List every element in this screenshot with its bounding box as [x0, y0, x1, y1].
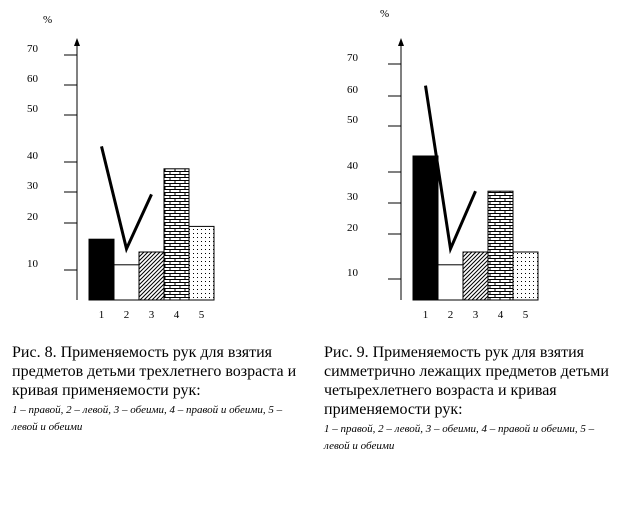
y-tick-label: 20 [347, 222, 358, 234]
y-tick-label: 50 [27, 103, 38, 115]
x-tick-label: 2 [447, 309, 454, 321]
bar [139, 252, 164, 300]
y-axis-arrow-icon [398, 38, 404, 46]
y-tick-label: 30 [27, 180, 38, 192]
y-axis-label: % [380, 8, 390, 20]
y-tick-label: 30 [347, 191, 358, 203]
y-tick-label: 70 [347, 52, 358, 64]
bar [413, 156, 438, 300]
bar [438, 265, 463, 300]
x-tick-label: 3 [148, 309, 155, 321]
y-tick-label: 20 [27, 211, 38, 223]
bar [463, 252, 488, 300]
caption-title: Рис. 8. Применяемость рук для взятия предметов детьми трехлетнего возраста и кривая применяемости рук: [12, 344, 297, 399]
chart-figure-8 [27, 14, 214, 321]
caption-legend: 1 – правой, 2 – левой, 3 – обеими, 4 – правой и обеими, 5 – левой и обеими [324, 423, 595, 452]
x-tick-label: 4 [173, 309, 180, 321]
y-tick-label: 40 [27, 150, 38, 162]
y-tick-label: 50 [347, 114, 358, 126]
y-axis-label: % [43, 14, 53, 26]
x-tick-label: 2 [123, 309, 130, 321]
x-tick-label: 1 [422, 309, 429, 321]
x-tick-label: 5 [198, 309, 205, 321]
caption-legend: 1 – правой, 2 – левой, 3 – обеими, 4 – правой и обеими, 5 – левой и обеими [12, 404, 283, 433]
bar [89, 239, 114, 300]
bar [488, 191, 513, 300]
y-tick-label: 40 [347, 160, 358, 172]
caption-figure-8 [12, 343, 302, 436]
y-tick-label: 10 [27, 258, 38, 270]
x-tick-label: 4 [497, 309, 504, 321]
bar [114, 265, 139, 300]
usage-curve [102, 146, 152, 248]
caption-figure-9 [324, 343, 614, 455]
y-tick-label: 10 [347, 267, 358, 279]
bar [189, 226, 214, 300]
bar [164, 169, 189, 300]
x-tick-label: 1 [98, 309, 105, 321]
caption-title: Рис. 9. Применяемость рук для взятия симметрично лежащих предметов детьми четырехлетнего возраста и кривая применяемости рук: [324, 344, 609, 418]
y-tick-label: 70 [27, 43, 38, 55]
y-tick-label: 60 [27, 73, 38, 85]
y-axis-arrow-icon [74, 38, 80, 46]
y-tick-label: 60 [347, 84, 358, 96]
chart-figure-9 [347, 8, 538, 321]
x-tick-label: 3 [472, 309, 479, 321]
bar [513, 252, 538, 300]
x-tick-label: 5 [522, 309, 529, 321]
